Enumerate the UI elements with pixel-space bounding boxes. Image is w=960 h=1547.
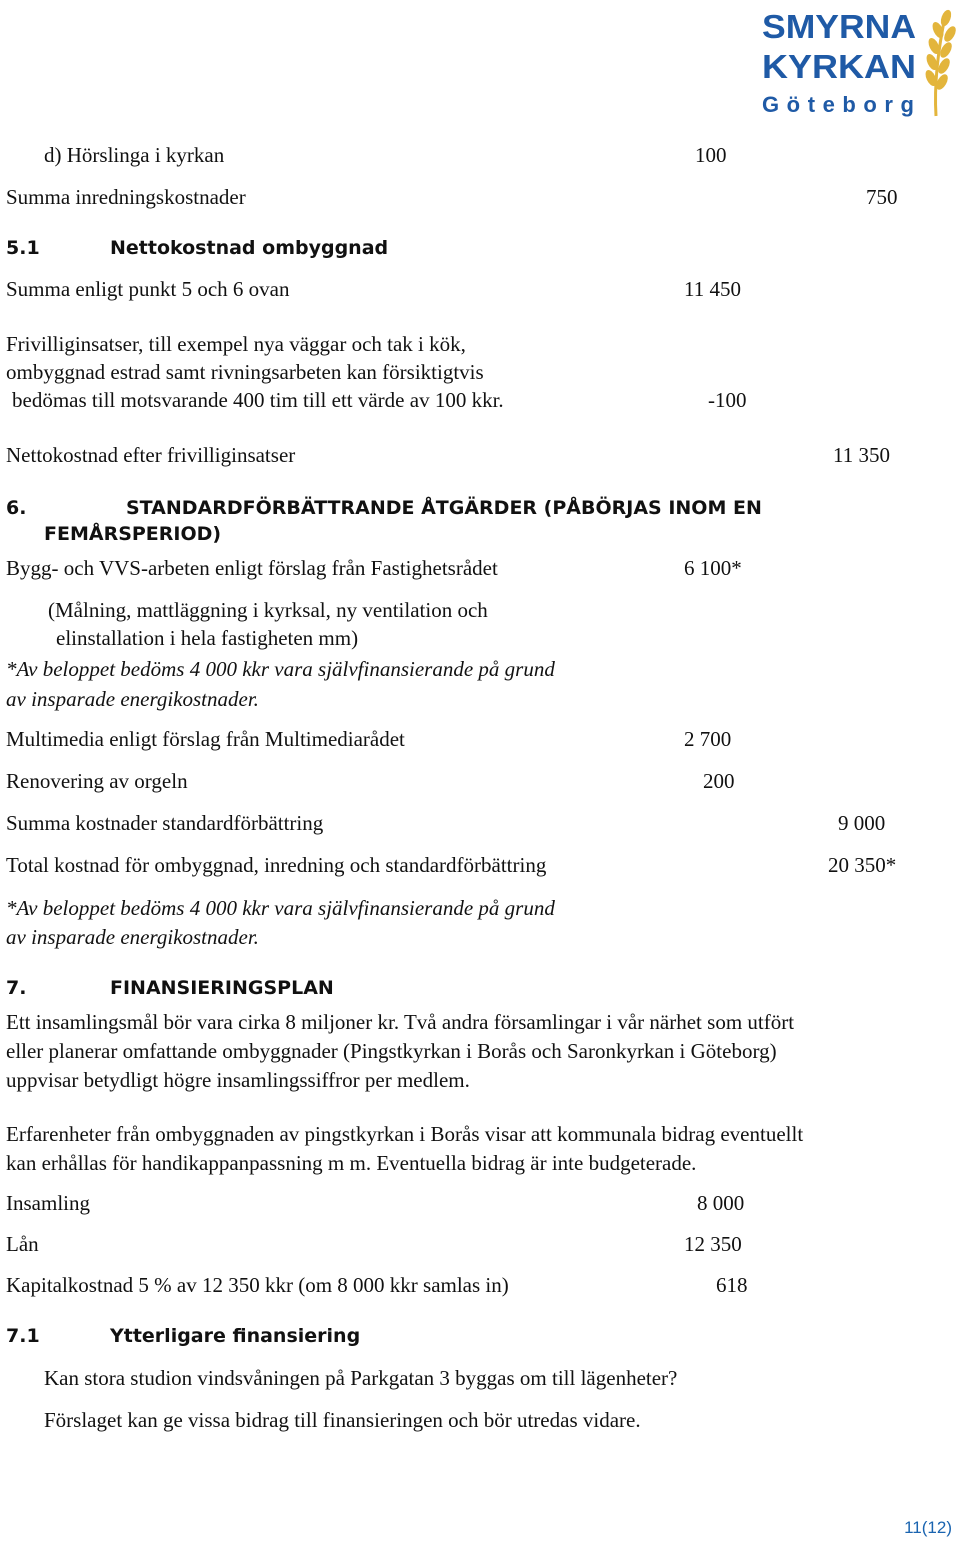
section-7-1-number: 7.1	[6, 1325, 40, 1347]
organ-value: 200	[703, 769, 735, 793]
lan-value: 12 350	[684, 1232, 742, 1256]
footnote-line1: *Av beloppet bedöms 4 000 kkr vara självfinansierande på grund	[6, 657, 555, 681]
total-cost-label: Total kostnad för ombyggnad, inredning och standardförbättring	[6, 853, 547, 877]
bygg-details-line1: (Målning, mattläggning i kyrksal, ny ventilation och	[48, 598, 488, 622]
section-7-number: 7.	[6, 977, 27, 999]
net-cost-value: 11 350	[833, 443, 890, 467]
interior-sum-label: Summa inredningskostnader	[6, 185, 246, 209]
logo-line3: Göteborg	[762, 92, 914, 117]
s71-line2: Förslaget kan ge vissa bidrag till finansieringen och bör utredas vidare.	[44, 1408, 641, 1432]
smyrna-kyrkan-logo	[760, 4, 956, 122]
volunteer-text-line1: Frivilliginsatser, till exempel nya väggar och tak i kök,	[6, 332, 466, 356]
footnote-line2: av insparade energikostnader.	[6, 687, 259, 711]
net-cost-label: Nettokostnad efter frivilliginsatser	[6, 443, 296, 467]
volunteer-text-line3: bedömas till motsvarande 400 tim till ett värde av 100 kkr.	[12, 388, 504, 412]
s51-sum-value: 11 450	[684, 277, 741, 301]
volunteer-value: -100	[708, 388, 747, 412]
insamling-label: Insamling	[6, 1191, 90, 1215]
section-5-1-title: Nettokostnad ombyggnad	[110, 237, 389, 259]
s7-paragraph2-line2: kan erhållas för handikappanpassning m m. Eventuella bidrag är inte budgeterade.	[6, 1151, 697, 1175]
section-5-1-number: 5.1	[6, 237, 40, 259]
logo-line1: SMYRNA	[762, 8, 916, 45]
lan-label: Lån	[6, 1232, 39, 1256]
kapital-label: Kapitalkostnad 5 % av 12 350 kkr (om 8 000 kkr samlas in)	[6, 1273, 509, 1297]
multimedia-label: Multimedia enligt förslag från Multimediarådet	[6, 727, 405, 751]
s7-paragraph1-line2: eller planerar omfattande ombyggnader (Pingstkyrkan i Borås och Saronkyrkan i Göteborg)	[6, 1039, 777, 1063]
s7-paragraph2-line1: Erfarenheter från ombyggnaden av pingstkyrkan i Borås visar att kommunala bidrag eventuellt	[6, 1122, 804, 1146]
bygg-details-line2: elinstallation i hela fastigheten mm)	[56, 626, 359, 650]
insamling-value: 8 000	[697, 1191, 745, 1215]
item-d-value: 100	[695, 143, 727, 167]
volunteer-text-line2: ombyggnad estrad samt rivningsarbeten kan försiktigtvis	[6, 360, 484, 384]
section-7-1-title: Ytterligare finansiering	[110, 1325, 361, 1347]
section-6-number: 6.	[6, 497, 27, 519]
footnote2-line1: *Av beloppet bedöms 4 000 kkr vara självfinansierande på grund	[6, 896, 555, 920]
bygg-label: Bygg- och VVS-arbeten enligt förslag från Fastighetsrådet	[6, 556, 498, 580]
organ-label: Renovering av orgeln	[6, 769, 188, 793]
s51-sum-label: Summa enligt punkt 5 och 6 ovan	[6, 277, 290, 301]
s7-paragraph1-line1: Ett insamlingsmål bör vara cirka 8 miljoner kr. Två andra församlingar i vår närhet som utfört	[6, 1010, 795, 1034]
logo-line2: KYRKAN	[762, 48, 916, 85]
interior-sum-value: 750	[866, 185, 898, 209]
s71-line1: Kan stora studion vindsvåningen på Parkgatan 3 byggas om till lägenheter?	[44, 1366, 678, 1390]
kapital-value: 618	[716, 1273, 748, 1297]
item-d-label: d) Hörslinga i kyrkan	[44, 143, 225, 167]
section-7-title: FINANSIERINGSPLAN	[110, 977, 334, 999]
bygg-value: 6 100*	[684, 556, 742, 580]
wheat-icon	[924, 9, 956, 116]
standard-sum-label: Summa kostnader standardförbättring	[6, 811, 324, 835]
section-6-title-line2: FEMÅRSPERIOD)	[44, 523, 222, 545]
page-number: 11(12)	[904, 1518, 952, 1537]
s7-paragraph1-line3: uppvisar betydligt högre insamlingssiffror per medlem.	[6, 1068, 470, 1092]
footnote2-line2: av insparade energikostnader.	[6, 925, 259, 949]
section-6-title-line1: STANDARDFÖRBÄTTRANDE ÅTGÄRDER (PÅBÖRJAS INOM EN	[126, 497, 762, 519]
total-cost-value: 20 350*	[828, 853, 897, 877]
multimedia-value: 2 700	[684, 727, 732, 751]
standard-sum-value: 9 000	[838, 811, 886, 835]
